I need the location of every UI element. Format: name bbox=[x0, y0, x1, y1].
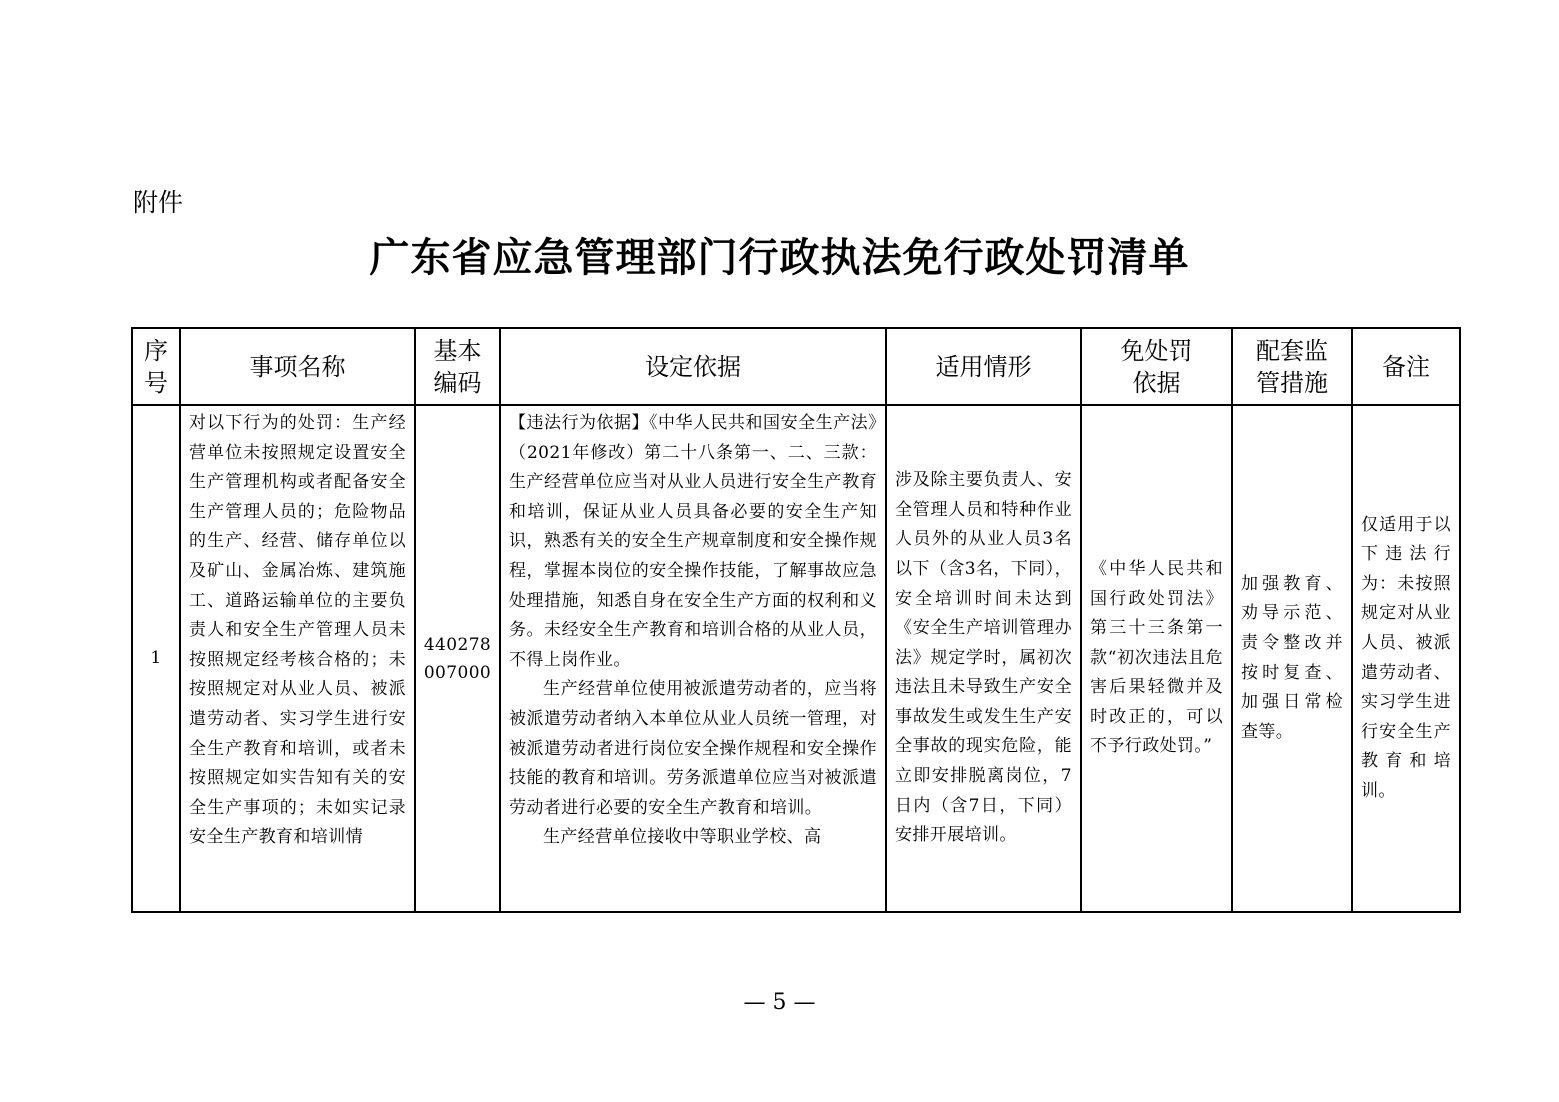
circumstances-text: 涉及除主要负责人、安全管理人员和特种作业人员外的从业人员3名以下（含3名，下同），安全培训时间未达到《安全生产培训管理办法》规定学时，属初次违法且未导致生产安全事故发生或发生生产安全事故的现实危险，能立即安排脱离岗位，7日内（含7日，下同）安排开展培训。 bbox=[895, 470, 1072, 846]
cell-basis bbox=[500, 405, 886, 912]
penalty-exemption-table bbox=[131, 327, 1461, 913]
measures-text: 加强教育、劝导示范、责令整改并按时复查、加强日常检查等。 bbox=[1241, 573, 1343, 742]
cell-seq bbox=[132, 405, 180, 912]
column-header-exemption-basis: 免处罚依据 bbox=[1081, 328, 1232, 405]
basis-paragraph: 【违法行为依据】《中华人民共和国安全生产法》（2021年修改）第二十八条第一、二、三款：生产经营单位应当对从业人员进行安全生产教育和培训，保证从业人员具备必要的安全生产知识，熟悉有关的安全生产规章制度和安全操作规程，掌握本岗位的安全操作技能，了解事故应急处理措施，知悉自身在安全生产方面的权利和义务。未经安全生产教育和培训合格的从业人员，不得上岗作业。 bbox=[509, 413, 877, 670]
cell-item-name bbox=[180, 405, 415, 912]
column-header-item-name: 事项名称 bbox=[180, 328, 415, 405]
table-header-row bbox=[132, 328, 1460, 405]
column-header-code: 基本编码 bbox=[415, 328, 500, 405]
cell-measures bbox=[1232, 405, 1352, 912]
exemption-basis-text: 《中华人民共和国行政处罚法》第三十三条第一款“初次违法且危害后果轻微并及时改正的，可以不予行政处罚。” bbox=[1090, 558, 1223, 757]
cell-remarks bbox=[1352, 405, 1460, 912]
basis-paragraph: 生产经营单位使用被派遣劳动者的，应当将被派遣劳动者纳入本单位从业人员统一管理，对被派遣劳动者进行岗位安全操作规程和安全操作技能的教育和培训。劳务派遣单位应当对被派遣劳动者进行必要的安全生产教育和培训。 bbox=[509, 679, 877, 818]
page-title: 广东省应急管理部门行政执法免行政处罚清单 bbox=[369, 234, 1190, 281]
basis-paragraph: 生产经营单位接收中等职业学校、高 bbox=[543, 827, 822, 848]
page-number: — 5 — bbox=[743, 990, 816, 1015]
column-header-measures: 配套监管措施 bbox=[1232, 328, 1352, 405]
column-header-basis: 设定依据 bbox=[500, 328, 886, 405]
attachment-label: 附件 bbox=[133, 188, 184, 217]
cell-code bbox=[415, 405, 500, 912]
column-header-seq: 序号 bbox=[132, 328, 180, 405]
column-header-remarks: 备注 bbox=[1352, 328, 1460, 405]
column-header-circumstances: 适用情形 bbox=[886, 328, 1081, 405]
item-name-text: 对以下行为的处罚：生产经营单位未按照规定设置安全生产管理机构或者配备安全生产管理人员的；危险物品的生产、经营、储存单位以及矿山、金属冶炼、建筑施工、道路运输单位的主要负责人和安全生产管理人员未按照规定经考核合格的；未按照规定对从业人员、被派遣劳动者、实习学生进行安全生产教育和培训，或者未按照规定如实告知有关的安全生产事项的；未如实记录安全生产教育和培训情 bbox=[189, 413, 406, 848]
basis-text bbox=[501, 406, 885, 911]
table-row bbox=[132, 405, 1460, 912]
cell-circumstances bbox=[886, 405, 1081, 912]
code-text: 440278007000 bbox=[423, 634, 492, 683]
seq-text: 1 bbox=[150, 647, 162, 668]
cell-exemption-basis bbox=[1081, 405, 1232, 912]
remarks-text: 仅适用于以下违法行为：未按照规定对从业人员、被派遣劳动者、实习学生进行安全生产教育和培训。 bbox=[1361, 514, 1451, 801]
